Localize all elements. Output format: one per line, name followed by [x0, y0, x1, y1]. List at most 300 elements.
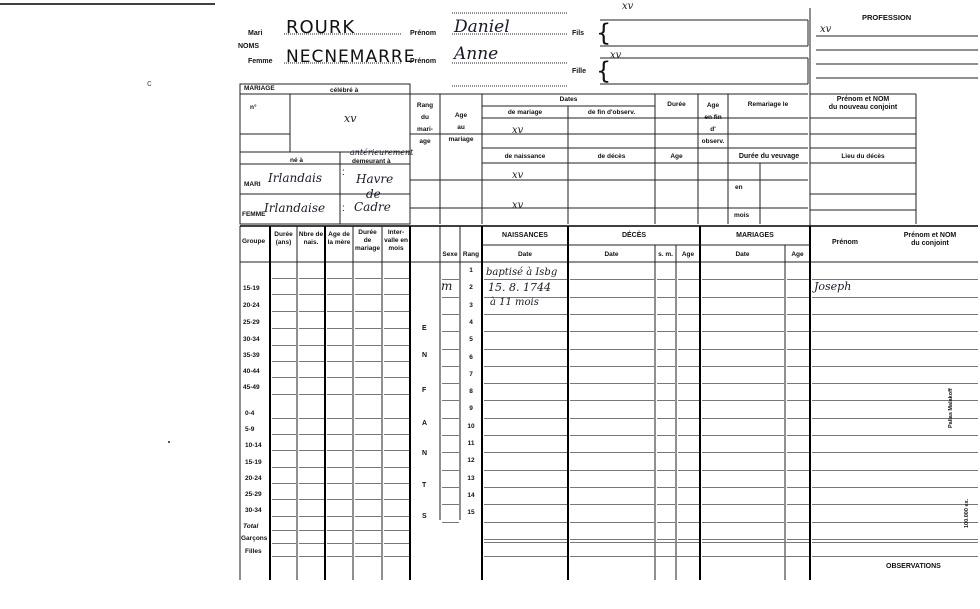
- anterieurement-note: antérieurement: [350, 148, 414, 157]
- rank-number: 5: [469, 336, 473, 344]
- row-line: [657, 418, 675, 419]
- nouveau-conj-label-line: Prénom et NOM: [836, 96, 890, 103]
- row-line: [484, 418, 567, 419]
- rank-number: 12: [467, 457, 475, 465]
- row-line: [327, 530, 352, 531]
- row-line: [384, 377, 409, 378]
- profession-label: PROFESSION: [862, 13, 912, 22]
- age-naissance-label: Age: [670, 153, 683, 160]
- row-line: [787, 504, 809, 505]
- rank-number: 14: [467, 491, 475, 499]
- duree-label: Durée: [667, 101, 686, 108]
- mark-xv-top: xv: [622, 1, 634, 12]
- row-line: [442, 504, 459, 505]
- row-line: [299, 434, 324, 435]
- duree-veuvage-label: Durée du veuvage: [738, 153, 800, 160]
- printer-mark: Pallas Malakoff: [948, 388, 954, 428]
- row-line: [702, 400, 784, 401]
- conj-label-line: Prénom et NOM: [903, 232, 957, 239]
- row-line: [442, 400, 459, 401]
- row-line: [484, 314, 567, 315]
- fils-brace: {: [596, 19, 612, 47]
- colon-1: :: [342, 167, 345, 178]
- row-line: [442, 349, 459, 350]
- enfants-letter: E: [422, 325, 427, 332]
- row-line: [812, 470, 978, 471]
- age-group-label: 30-34: [243, 336, 260, 343]
- age-au-mariage-label: [440, 110, 482, 146]
- row-line: [570, 435, 654, 436]
- row-line: [355, 450, 381, 451]
- row-line: [484, 542, 567, 543]
- row-line: [327, 516, 352, 517]
- row-line: [678, 383, 699, 384]
- row-line: [384, 450, 409, 451]
- row-line: [355, 516, 381, 517]
- de-deces-label: de décès: [597, 153, 626, 160]
- row-line: [702, 522, 784, 523]
- child1-naissance-3: à 11 mois: [490, 297, 539, 308]
- agemere-label-line: Age de: [328, 231, 350, 238]
- age-group-label: 15-19: [243, 285, 260, 292]
- row-line: [812, 297, 978, 298]
- row-line: [384, 483, 409, 484]
- groupe-label: Groupe: [242, 238, 266, 245]
- row-line: [657, 435, 675, 436]
- row-line: [484, 279, 567, 280]
- row-line: [787, 366, 809, 367]
- row-line: [327, 294, 352, 295]
- row-line: [570, 383, 654, 384]
- dureemar-label-line: de: [363, 237, 372, 244]
- rang-du-mariage-label: [410, 100, 440, 148]
- row-line: [384, 418, 409, 419]
- row-line: [787, 331, 809, 332]
- row-line: [787, 435, 809, 436]
- row-line: [272, 394, 296, 395]
- row-line: [384, 543, 409, 544]
- row-line: [384, 361, 409, 362]
- fils-label: Fils: [572, 30, 585, 37]
- row-line: [442, 331, 459, 332]
- age-group-label: 10-14: [245, 442, 262, 449]
- row-line: [355, 394, 381, 395]
- row-line: [570, 314, 654, 315]
- total-label: Total: [243, 523, 259, 530]
- row-line: [484, 383, 567, 384]
- age-mere-label: [325, 231, 353, 247]
- row-line: [355, 311, 381, 312]
- row-line: [787, 383, 809, 384]
- row-line: [327, 361, 352, 362]
- duree-ans-label-line: Durée: [274, 231, 293, 238]
- row-line: [442, 452, 459, 453]
- row-line: [355, 328, 381, 329]
- row-line: [570, 522, 654, 523]
- mariages-date-label: Date: [735, 251, 750, 258]
- agefin-label-line: observ.: [701, 138, 725, 145]
- child1-sexe: m: [441, 279, 453, 293]
- row-line: [299, 556, 324, 557]
- row-line: [702, 314, 784, 315]
- age-label-line: mariage: [448, 136, 474, 143]
- row-line: [327, 418, 352, 419]
- row-line: [787, 297, 809, 298]
- row-line: [657, 314, 675, 315]
- mari-demeurant-2: de: [366, 187, 381, 201]
- row-line: [272, 556, 296, 557]
- row-line: [327, 345, 352, 346]
- row-line: [272, 294, 296, 295]
- row-line: [484, 504, 567, 505]
- row-line: [570, 542, 699, 543]
- row-line: [355, 530, 381, 531]
- rank-number: 3: [469, 301, 473, 309]
- row-line: [570, 366, 654, 367]
- rank-number: 1: [469, 267, 473, 274]
- agefin-label-line: en fin: [704, 114, 722, 121]
- row-line: [484, 435, 567, 436]
- row-line: [678, 539, 699, 540]
- mari-label: Mari: [248, 30, 263, 37]
- row-line: [484, 487, 567, 488]
- row-line: [570, 418, 654, 419]
- row-line: [299, 543, 324, 544]
- intervalle-label: [382, 229, 410, 253]
- row-line: [570, 400, 654, 401]
- row-line: [384, 311, 409, 312]
- mariage-label: MARIAGE: [244, 85, 275, 92]
- row-line: [327, 434, 352, 435]
- row-line: [384, 278, 409, 279]
- enfants-letter: T: [422, 482, 427, 489]
- rank-number: 11: [467, 440, 475, 447]
- speck-dot: [168, 441, 170, 443]
- deces-label: DÉCÈS: [621, 232, 647, 239]
- interv-label-line: valle en: [384, 237, 408, 244]
- row-line: [702, 331, 784, 332]
- row-line: [384, 294, 409, 295]
- de-naissance-label: de naissance: [504, 153, 546, 160]
- row-line: [657, 383, 675, 384]
- row-line: [384, 394, 409, 395]
- naissances-label: NAISSANCES: [502, 232, 548, 239]
- row-line: [299, 294, 324, 295]
- row-line: [272, 311, 296, 312]
- lieu-deces-label: Lieu du décès: [841, 153, 885, 160]
- row-line: [327, 450, 352, 451]
- row-line: [678, 279, 699, 280]
- row-line: [355, 499, 381, 500]
- row-line: [272, 530, 296, 531]
- row-line: [272, 516, 296, 517]
- row-line: [678, 504, 699, 505]
- mari-row-label: MARI: [244, 181, 261, 188]
- age-group-label: 15-19: [245, 459, 262, 466]
- enfants-letter: N: [422, 352, 428, 359]
- row-line: [657, 452, 675, 453]
- row-line: [355, 377, 381, 378]
- row-line: [657, 366, 675, 367]
- row-line: [355, 294, 381, 295]
- duree-mariage-label: [353, 229, 382, 253]
- row-line: [702, 470, 784, 471]
- nbre-label-line: Nbre de: [298, 231, 324, 238]
- nbre-label-line: nais.: [303, 239, 319, 246]
- row-line: [657, 522, 675, 523]
- row-line: [678, 435, 699, 436]
- femme-demeurant: Cadre: [354, 200, 391, 214]
- row-line: [812, 349, 978, 350]
- row-line: [787, 418, 809, 419]
- row-line: [327, 467, 352, 468]
- dates-label: Dates: [559, 96, 578, 103]
- row-line: [272, 434, 296, 435]
- row-line: [657, 349, 675, 350]
- row-line: [484, 452, 567, 453]
- row-line: [657, 470, 675, 471]
- deces-age-label: Age: [681, 251, 695, 258]
- row-line: [657, 539, 675, 540]
- noms-label: NOMS: [238, 43, 259, 50]
- row-line: [678, 452, 699, 453]
- row-line: [384, 328, 409, 329]
- row-line: [299, 328, 324, 329]
- row-line: [355, 543, 381, 544]
- row-line: [272, 278, 296, 279]
- rank-number: 9: [469, 405, 473, 413]
- row-line: [442, 470, 459, 471]
- age-label-line: au: [457, 124, 465, 131]
- row-line: [812, 331, 978, 332]
- row-line: [384, 516, 409, 517]
- row-line: [787, 522, 809, 523]
- child1-naissance-2: 15. 8. 1744: [488, 281, 551, 294]
- femme-prenom: Anne: [454, 44, 499, 64]
- row-line: [484, 349, 567, 350]
- row-line: [272, 467, 296, 468]
- row-line: [787, 349, 809, 350]
- rank-number: 7: [469, 370, 473, 378]
- row-line: [442, 366, 459, 367]
- rank-number: 10: [467, 422, 475, 430]
- conj-label-line: du conjoint: [911, 240, 949, 247]
- row-line: [678, 522, 699, 523]
- row-line: [702, 487, 784, 488]
- row-line: [355, 483, 381, 484]
- enfants-letter: F: [422, 387, 427, 394]
- row-line: [442, 418, 459, 419]
- fille-brace: {: [596, 57, 612, 85]
- row-line: [657, 279, 675, 280]
- row-line: [272, 377, 296, 378]
- row-line: [570, 452, 654, 453]
- prenom-femme-label: Prénom: [410, 58, 437, 65]
- no-label: n°: [250, 104, 257, 111]
- row-line: [327, 499, 352, 500]
- sexe-label: Sexe: [442, 251, 458, 258]
- row-line: [702, 435, 784, 436]
- interv-label-line: mois: [388, 245, 404, 252]
- age-group-label: 0-4: [245, 410, 255, 417]
- femme-row-label: FEMME: [242, 211, 266, 218]
- mari-demeurant-1: Havre: [356, 172, 394, 186]
- row-line: [570, 556, 699, 557]
- mari-ne: Irlandais: [268, 171, 323, 185]
- row-line: [678, 349, 699, 350]
- row-line: [299, 499, 324, 500]
- row-line: [442, 297, 459, 298]
- rank-number: 15: [467, 509, 475, 517]
- row-line: [299, 450, 324, 451]
- row-line: [812, 539, 978, 540]
- row-line: [272, 345, 296, 346]
- enfants-letter: N: [422, 450, 428, 457]
- femme-label: Femme: [248, 58, 273, 65]
- fin-observ-label: de fin d'observ.: [587, 109, 636, 116]
- row-line: [812, 314, 978, 315]
- age-group-label: 5-9: [245, 426, 255, 433]
- rank-number: 2: [469, 284, 473, 292]
- row-line: [484, 331, 567, 332]
- femme-ne: Irlandaise: [264, 201, 326, 215]
- mark-femme: xv: [512, 200, 524, 211]
- femme-name: NECNEMARRE: [286, 47, 416, 67]
- row-line: [299, 467, 324, 468]
- child1-naissance-1: baptisé à Isbg: [486, 267, 558, 278]
- demeurant-label: demeurant à: [352, 158, 391, 165]
- row-line: [702, 556, 809, 557]
- row-line: [384, 434, 409, 435]
- age-label-line: Age: [454, 112, 468, 119]
- sm-label: s. m.: [658, 251, 673, 258]
- row-line: [327, 311, 352, 312]
- row-line: [678, 297, 699, 298]
- row-line: [678, 331, 699, 332]
- row-line: [327, 556, 352, 557]
- row-line: [678, 487, 699, 488]
- row-line: [702, 418, 784, 419]
- row-line: [702, 349, 784, 350]
- row-line: [327, 377, 352, 378]
- ne-label: né à: [290, 157, 304, 164]
- filles-label: Filles: [245, 548, 262, 555]
- row-line: [812, 487, 978, 488]
- row-line: [787, 539, 809, 540]
- nouveau-conj-label-line: du nouveau conjoint: [828, 104, 898, 111]
- row-line: [272, 450, 296, 451]
- row-line: [787, 470, 809, 471]
- mark-mariage: xv: [512, 125, 524, 136]
- deces-date-label: Date: [604, 251, 619, 258]
- row-line: [272, 361, 296, 362]
- rank-number: 4: [469, 318, 473, 326]
- enfants-letter: A: [422, 420, 428, 427]
- row-line: [484, 556, 567, 557]
- row-line: [657, 331, 675, 332]
- row-line: [657, 504, 675, 505]
- rang-label-line: du: [421, 114, 429, 121]
- en-label: en: [735, 184, 743, 191]
- row-line: [657, 487, 675, 488]
- row-line: [657, 297, 675, 298]
- row-line: [272, 418, 296, 419]
- row-line: [442, 314, 459, 315]
- rank-number: 6: [469, 353, 473, 361]
- mari-name: ROURK: [286, 17, 356, 38]
- row-line: [678, 418, 699, 419]
- row-line: [299, 418, 324, 419]
- row-line: [384, 467, 409, 468]
- row-line: [702, 297, 784, 298]
- observations-label: OBSERVATIONS: [886, 563, 941, 570]
- row-line: [299, 345, 324, 346]
- duree-ans-label-line: (ans): [275, 239, 292, 246]
- rang-label-line: age: [419, 138, 431, 145]
- row-line: [355, 418, 381, 419]
- child1-prenom: Joseph: [814, 280, 852, 293]
- row-line: [702, 542, 809, 543]
- row-line: [299, 361, 324, 362]
- age-group-label: 20-24: [243, 302, 260, 309]
- interv-label-line: Inter-: [387, 229, 405, 236]
- mark-naissance: xv: [512, 170, 524, 181]
- row-line: [299, 483, 324, 484]
- row-line: [299, 377, 324, 378]
- row-line: [355, 434, 381, 435]
- rang-label-line: Rang: [416, 102, 434, 109]
- row-line: [384, 345, 409, 346]
- row-line: [484, 539, 567, 540]
- row-line: [442, 522, 459, 523]
- row-line: [678, 314, 699, 315]
- row-line: [384, 530, 409, 531]
- dureemar-label-line: mariage: [355, 245, 380, 252]
- row-line: [702, 366, 784, 367]
- mark-celebre: xv: [344, 112, 357, 125]
- enfants-letter: S: [422, 513, 427, 520]
- mois-label: mois: [734, 212, 750, 219]
- row-line: [484, 400, 567, 401]
- row-line: [812, 366, 978, 367]
- age-group-label: 40-44: [243, 368, 260, 375]
- row-line: [384, 499, 409, 500]
- mark-xv-fille: xv: [610, 50, 622, 61]
- mariages-age-label: Age: [791, 251, 804, 258]
- age-group-label: 35-39: [243, 352, 260, 359]
- agefin-label-line: d': [710, 126, 716, 133]
- row-line: [678, 470, 699, 471]
- row-line: [787, 452, 809, 453]
- duree-ans-label: [270, 231, 297, 247]
- row-line: [812, 542, 978, 543]
- nbre-nais-label: [297, 231, 325, 247]
- age-fin-observ-label: [698, 100, 728, 148]
- prenom-nom-conjoint-label: [880, 232, 980, 248]
- row-line: [570, 470, 654, 471]
- row-line: [812, 435, 978, 436]
- row-line: [272, 499, 296, 500]
- row-line: [384, 556, 409, 557]
- rang-label-line: mari-: [417, 126, 433, 133]
- row-line: [787, 279, 809, 280]
- row-line: [787, 314, 809, 315]
- row-line: [484, 470, 567, 471]
- row-line: [355, 278, 381, 279]
- de-mariage-label: de mariage: [507, 109, 543, 116]
- row-line: [702, 539, 784, 540]
- remariage-label: Remariage le: [747, 101, 789, 108]
